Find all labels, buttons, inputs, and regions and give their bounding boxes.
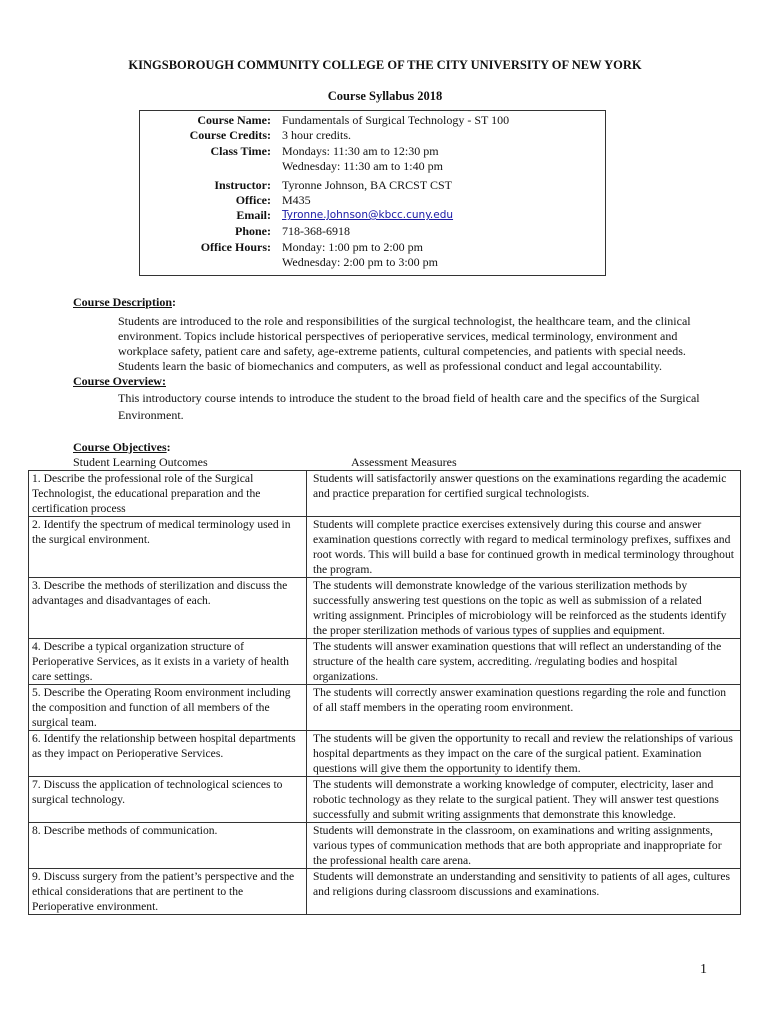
college-name: KINGSBOROUGH COMMUNITY COLLEGE OF THE CITY UNIVERSITY OF NEW YORK: [128, 58, 642, 72]
course-overview-heading: Course Overview:: [73, 374, 166, 388]
outcome-cell: 1. Describe the professional role of the Surgical Technologist, the educational preparation and the certification process: [29, 471, 307, 517]
measure-cell: Students will satisfactorily answer questions on the examinations regarding the academic and practice preparation for certified surgical technologists.: [307, 471, 741, 517]
info-value: 718-368-6918: [282, 224, 350, 238]
table-row: [29, 639, 741, 685]
info-value: Fundamentals of Surgical Technology - ST 100: [282, 113, 510, 127]
info-row-email: [140, 208, 605, 223]
info-row-class-time: [140, 144, 605, 159]
info-label: Email:: [236, 208, 271, 222]
measure-cell: Students will demonstrate in the classroom, on examinations and writing assignments, various types of communication methods that are both appropriate and inappropriate for the professional health care arena.: [307, 823, 741, 869]
outcome-cell: 3. Describe the methods of sterilization and discuss the advantages and disadvantages of each.: [29, 578, 307, 639]
info-value: Tyronne Johnson, BA CRCST CST: [282, 178, 452, 192]
table-row: [29, 777, 741, 823]
info-label: Course Name:: [197, 113, 271, 127]
info-label: Class Time:: [210, 144, 271, 158]
info-row-instructor: [140, 178, 605, 193]
page-number: 1: [700, 962, 707, 977]
course-overview-text: This introductory course intends to introduce the student to the broad field of health care and the specifics of the Surgical Environment.: [118, 391, 700, 422]
measure-cell: Students will demonstrate an understanding and sensitivity to patients of all ages, cultures and religions during classroom discussions and examinations.: [307, 869, 741, 915]
syllabus-title: Course Syllabus 2018: [327, 89, 443, 103]
info-value: 3 hour credits.: [282, 128, 351, 142]
measure-cell: The students will demonstrate a working knowledge of computer, electricity, laser and robotic technology as they relate to the surgical patient. They will answer test questions successfully and submit writing assignments that demonstrate this knowledge.: [307, 777, 741, 823]
outcome-cell: 5. Describe the Operating Room environment including the composition and function of all members of the surgical team.: [29, 685, 307, 731]
info-row-course-name: [140, 113, 605, 128]
outcome-cell: 4. Describe a typical organization structure of Perioperative Services, as it exists in a variety of health care settings.: [29, 639, 307, 685]
outcome-cell: 8. Describe methods of communication.: [29, 823, 307, 869]
info-value: Wednesday: 2:00 pm to 3:00 pm: [282, 255, 439, 269]
info-value: Wednesday: 11:30 am to 1:40 pm: [282, 159, 443, 173]
info-row-office-hours-2: [140, 255, 605, 270]
measure-cell: The students will answer examination questions that will reflect an understanding of the structure of the health care system, accrediting. /regulating bodies and hospital organizations.: [307, 639, 741, 685]
course-objectives-heading: Course Objectives:: [73, 440, 171, 454]
info-row-course-credits: [140, 128, 605, 143]
info-label: Office:: [235, 193, 271, 207]
outcome-cell: 9. Discuss surgery from the patient’s perspective and the ethical considerations that are pertinent to the Perioperative environment.: [29, 869, 307, 915]
table-row: [29, 869, 741, 915]
info-value: M435: [282, 193, 311, 207]
course-objectives-heading-text: Course Objectives: [73, 440, 167, 454]
info-row-class-time-2: [140, 159, 605, 174]
course-info-box: [139, 110, 606, 276]
table-row: [29, 823, 741, 869]
info-value: Mondays: 11:30 am to 12:30 pm: [282, 144, 439, 158]
table-row: [29, 685, 741, 731]
measure-cell: The students will be given the opportunity to recall and review the relationships of various hospital departments as they impact on the care of the surgical patient. Examination questions will give them the opportunity to identify them.: [307, 731, 741, 777]
course-description-heading-text: Course Description: [73, 295, 172, 309]
info-label: Phone:: [235, 224, 271, 238]
course-description-heading: Course Description:: [73, 295, 176, 309]
info-row-office-hours: [140, 240, 605, 255]
table-row: [29, 578, 741, 639]
course-description-text: Students are introduced to the role and responsibilities of the surgical technologist, the healthcare team, and the clinical environment. Topics include historical perspectives of perioperative services, medical terminology, environment and workplace safety, patient care and safety, age-extreme patients, cultural competencies, and patients with special needs. Students learn the basic of biomechanics and computers, as well as professional conduct and legal accountability.: [118, 314, 691, 373]
measure-cell: Students will complete practice exercises extensively during this course and answer examination questions correctly with regard to medical terminology prefixes, suffixes and root words. This will build a base for continued growth in medical terminology throughout the program.: [307, 517, 741, 578]
measure-cell: The students will correctly answer examination questions regarding the role and function of all staff members in the operating room environment.: [307, 685, 741, 731]
email-link[interactable]: Tyronne.Johnson@kbcc.cuny.edu: [282, 209, 454, 221]
outcomes-column-header: Student Learning Outcomes: [73, 455, 208, 469]
info-value: Monday: 1:00 pm to 2:00 pm: [282, 240, 423, 254]
info-row-office: [140, 193, 605, 208]
info-label: Course Credits:: [189, 128, 271, 142]
table-row: [29, 517, 741, 578]
measure-cell: The students will demonstrate knowledge of the various sterilization methods by successfully answering test questions on the topic as well as submission of a related writing assignment. Principles of microbiology will be reinforced as the students identify the proper sterilization methods of various types of supplies and equipment.: [307, 578, 741, 639]
table-row: [29, 471, 741, 517]
info-row-phone: [140, 224, 605, 239]
objectives-table: [28, 470, 741, 915]
outcome-cell: 7. Discuss the application of technological sciences to surgical technology.: [29, 777, 307, 823]
outcome-cell: 6. Identify the relationship between hospital departments as they impact on Perioperative Services.: [29, 731, 307, 777]
info-label: Instructor:: [214, 178, 271, 192]
outcome-cell: 2. Identify the spectrum of medical terminology used in the surgical environment.: [29, 517, 307, 578]
measures-column-header: Assessment Measures: [351, 455, 457, 469]
table-row: [29, 731, 741, 777]
info-label: Office Hours:: [200, 240, 271, 254]
